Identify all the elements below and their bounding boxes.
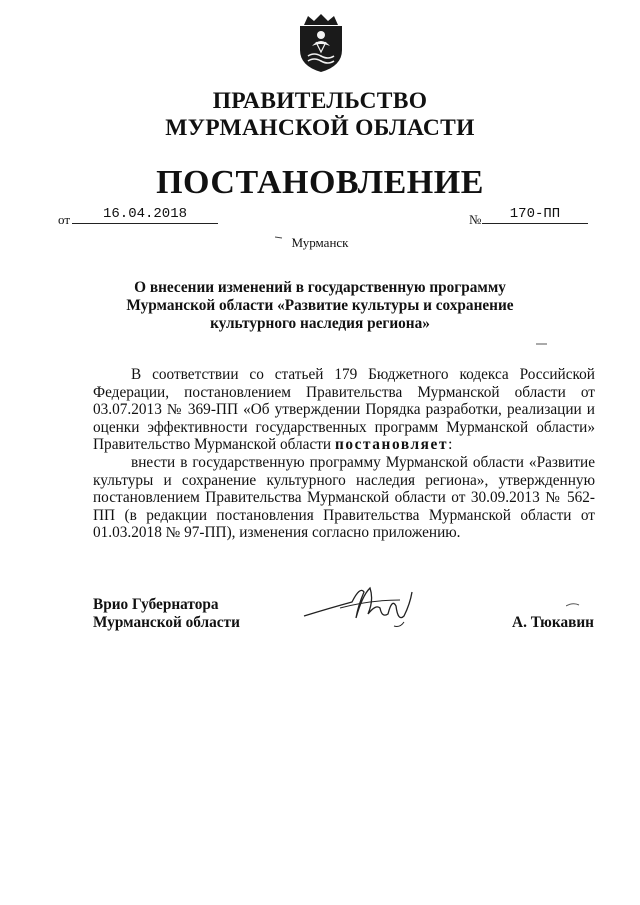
coat-of-arms-icon [294, 12, 348, 74]
authority-line-1: ПРАВИТЕЛЬСТВО [212, 88, 428, 114]
scan-mark [566, 602, 580, 608]
signatory-name: А. Тюкавин [512, 614, 594, 631]
document-type-title: ПОСТАНОВЛЕНИЕ [156, 164, 484, 201]
city-name: Мурманск [291, 235, 349, 250]
date-number-line [58, 204, 588, 228]
body-paragraph-2: внести в государственную программу Мурманской области «Развитие культуры и сохранение культурного наследия региона», утвержденную постановлением Правительства Мурманской области от 30.09.2013 № 562-ПП (в редакции постановления Правительства Мурманской области от 01.03.2018 № 97-ПП), изменения согласно приложению. [93, 453, 595, 542]
signatory-title-line-2: Мурманской области [93, 614, 240, 631]
body-paragraph-1 [93, 366, 595, 454]
signatory-title [93, 596, 240, 632]
document-number: 170-ПП [482, 206, 588, 224]
date-prefix: от [58, 212, 71, 227]
document-body [93, 366, 595, 542]
handwritten-signature-icon [300, 578, 430, 628]
decree-colon: : [448, 436, 453, 454]
decree-word: постановляет [334, 436, 449, 454]
paragraph-1-text: В соответствии со статьей 179 Бюджетного кодекса Российской Федерации, постановлением Правительства Мурманской области от 03.07.2013 № 369-ПП «Об утверждении Порядка разработки, реализации и оценки эффективности государственных программ Мурманской области» Правительство Мурманской области [93, 366, 595, 454]
document-date: 16.04.2018 [72, 206, 218, 224]
number-sign: № [469, 212, 482, 227]
scan-mark [275, 234, 283, 240]
authority-line-2: МУРМАНСКОЙ ОБЛАСТИ [165, 115, 475, 141]
scan-mark [536, 342, 548, 346]
issuing-authority [0, 88, 640, 142]
document-subject: О внесении изменений в государственную программу Мурманской области «Развитие культуры и сохранение культурного наследия региона» [126, 279, 514, 332]
signatory-title-line-1: Врио Губернатора [93, 596, 219, 613]
